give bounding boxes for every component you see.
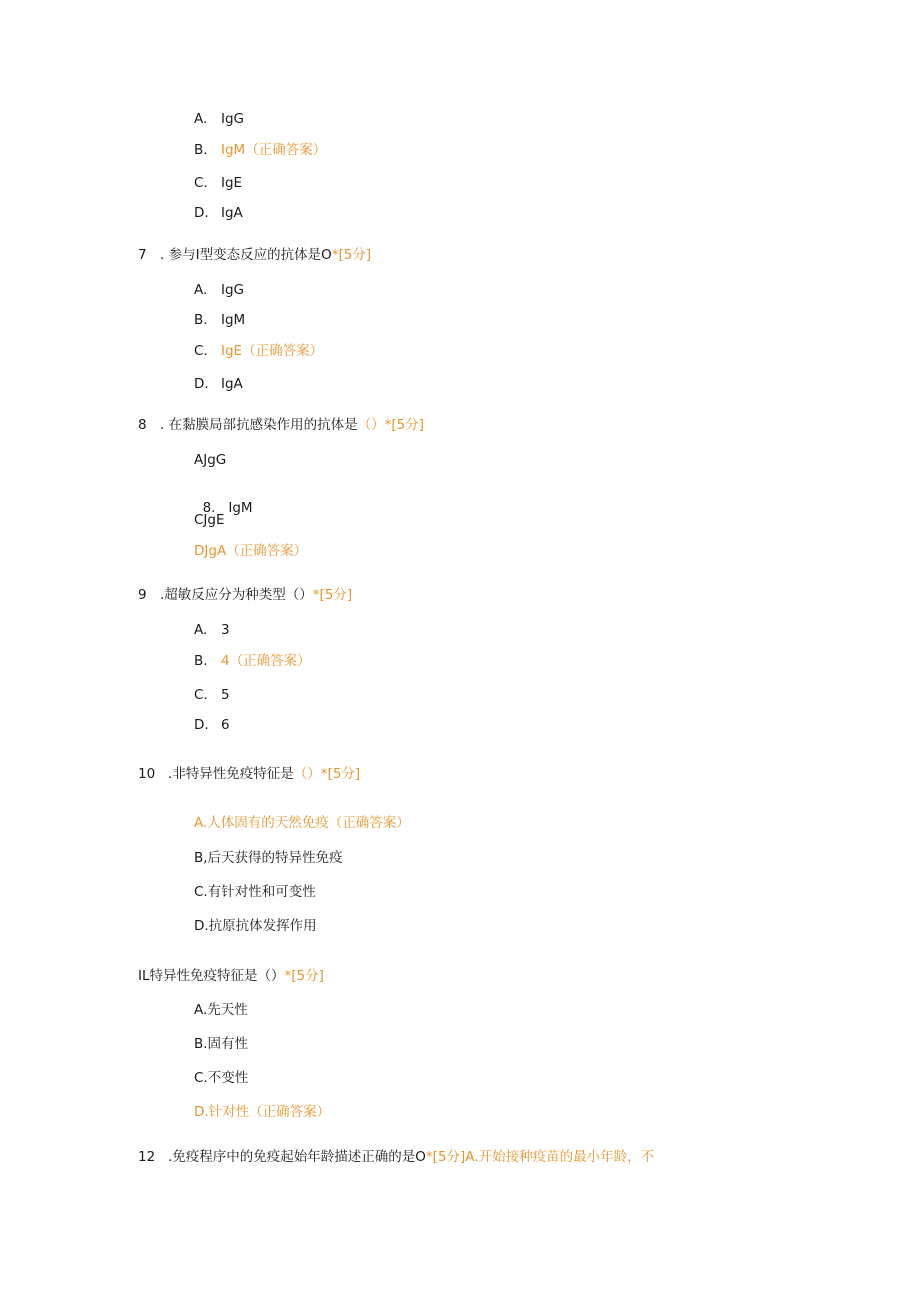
question-text: [160, 416, 424, 434]
option-text: 5: [221, 687, 230, 703]
option-letter: B.: [194, 312, 208, 328]
q9-option-b[interactable]: [194, 652, 311, 670]
option-text: C.有针对性和可变性: [194, 884, 316, 900]
option-text: IgM: [221, 142, 246, 158]
question-text-main: .超敏反应分为种类型（）: [160, 587, 313, 603]
option-text: 4: [221, 653, 230, 669]
q11-option-d[interactable]: [194, 1103, 330, 1121]
option-letter: B.: [194, 142, 208, 158]
q6-option-d[interactable]: [194, 204, 243, 222]
option-letter: C.: [194, 687, 208, 703]
question-score: *[5分]: [284, 968, 324, 984]
q7-option-d[interactable]: [194, 375, 243, 393]
question-score: *[5分]: [312, 587, 353, 603]
question-text: [168, 1148, 654, 1166]
option-text: IgA: [221, 205, 243, 221]
question-text-main: . 在黏膜局部抗感染作用的抗体是: [160, 417, 358, 433]
option-letter: D.: [194, 205, 209, 221]
correct-answer-marker: （正确答案）: [328, 815, 410, 831]
q11-option-c[interactable]: [194, 1069, 248, 1087]
q11-option-a[interactable]: [194, 1001, 248, 1019]
option-text: CJgE: [194, 512, 225, 528]
question-text-main: . 参与I型变态反应的抗体是O: [160, 247, 332, 263]
question-score: （）*[5分]: [293, 766, 361, 782]
question-text-main: .非特异性免疫特征是: [168, 766, 294, 782]
question-number: 10: [138, 766, 156, 782]
question-11: [138, 967, 324, 985]
q6-option-a[interactable]: [194, 110, 244, 128]
correct-answer-marker: （正确答案）: [249, 1104, 331, 1120]
option-text: IgE: [221, 175, 243, 191]
option-text: IgM: [221, 312, 246, 328]
question-text: [160, 586, 352, 604]
question-score: *[5分]: [425, 1149, 466, 1165]
option-text: DJgA: [194, 543, 227, 559]
question-text: [168, 765, 360, 783]
option-text: B,后天获得的特异性免疫: [194, 850, 343, 866]
correct-answer-marker: （正确答案）: [242, 343, 324, 359]
option-text: 8. IgM: [202, 500, 253, 516]
q9-option-a[interactable]: [194, 621, 230, 639]
q10-option-a[interactable]: [194, 814, 410, 832]
q8-option-c[interactable]: [194, 511, 225, 529]
option-letter: B.: [194, 653, 208, 669]
option-text: A.人体固有的天然免疫: [194, 815, 329, 831]
option-text: AJgG: [194, 452, 227, 468]
question-score: *[5分]: [331, 247, 372, 263]
question-number: 8: [138, 417, 147, 433]
option-text: IgA: [221, 376, 243, 392]
q10-option-c[interactable]: [194, 883, 316, 901]
question-text-main: .免疫程序中的免疫起始年龄描述正确的是O: [168, 1149, 426, 1165]
q7-option-c[interactable]: [194, 342, 323, 360]
option-text: IgG: [221, 282, 245, 298]
question-number: 12: [138, 1149, 156, 1165]
q7-option-b[interactable]: [194, 311, 245, 329]
option-text: B.固有性: [194, 1036, 249, 1052]
correct-answer-marker: （正确答案）: [226, 543, 308, 559]
q7-option-a[interactable]: [194, 281, 244, 299]
option-letter: D.: [194, 376, 209, 392]
option-text: A.先天性: [194, 1002, 248, 1018]
q10-option-d[interactable]: [194, 917, 317, 935]
q6-option-c[interactable]: [194, 174, 242, 192]
q8-option-d[interactable]: [194, 542, 307, 560]
option-text: 6: [221, 717, 230, 733]
question-number: 9: [138, 587, 147, 603]
option-text: IgG: [221, 111, 245, 127]
option-letter: A.: [194, 282, 208, 298]
option-text: C.不变性: [194, 1070, 249, 1086]
option-text: D.抗原抗体发挥作用: [194, 918, 317, 934]
correct-answer-marker: （正确答案）: [229, 653, 311, 669]
q6-option-b[interactable]: [194, 141, 326, 159]
question-text: [160, 246, 371, 264]
correct-answer-marker: （正确答案）: [245, 142, 327, 158]
q8-option-a[interactable]: [194, 451, 226, 469]
option-text: D.针对性: [194, 1104, 250, 1120]
option-letter: A.: [194, 111, 208, 127]
option-letter: C.: [194, 175, 208, 191]
question-score: （）*[5分]: [357, 417, 424, 433]
q10-option-b[interactable]: [194, 849, 343, 867]
option-letter: D.: [194, 717, 209, 733]
question-number: 7: [138, 247, 147, 263]
q9-option-c[interactable]: [194, 686, 230, 704]
q11-option-b[interactable]: [194, 1035, 248, 1053]
option-letter: A.: [194, 622, 208, 638]
option-text: IgE: [221, 343, 243, 359]
q9-option-d[interactable]: [194, 716, 230, 734]
question-text: IL特异性免疫特征是（）: [138, 968, 285, 984]
option-text: 3: [221, 622, 230, 638]
q12-option-a-inline[interactable]: A.开始接种疫苗的最小年龄，不: [465, 1149, 655, 1165]
option-letter: C.: [194, 343, 208, 359]
